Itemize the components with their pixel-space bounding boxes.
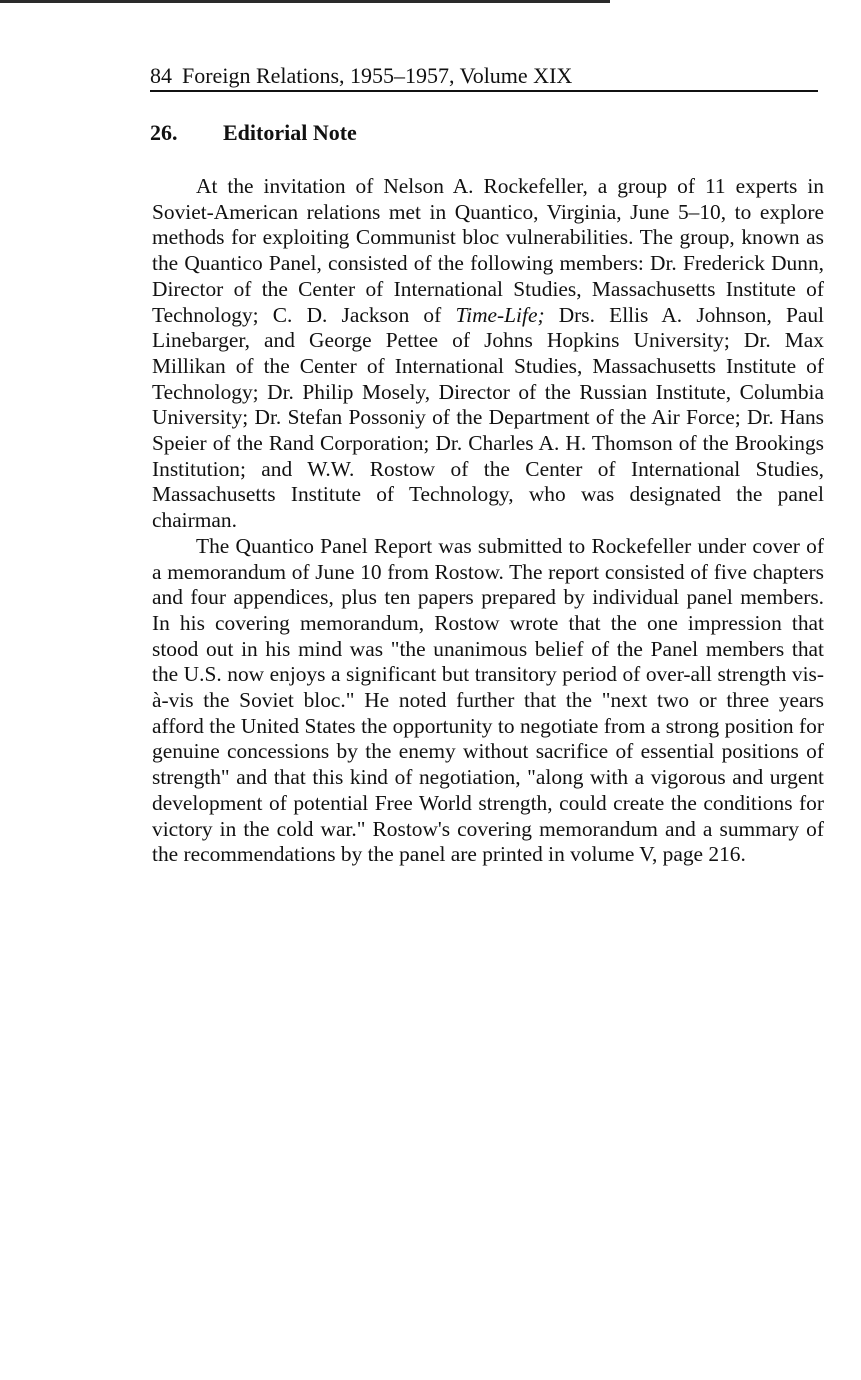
volume-title: Foreign Relations, 1955–1957, Volume XIX	[182, 63, 573, 88]
page-number: 84	[150, 63, 172, 88]
paragraph-1-italic: Time-Life;	[455, 302, 545, 327]
scan-top-edge-rule	[0, 0, 610, 3]
document-heading	[150, 119, 357, 147]
paragraph-1-part-2: Drs. Ellis A. Johnson, Paul Linebarger, and George Pettee of Johns Hopkins University; Dr. Max Millikan of the Center of International Studies, Massachusetts Institute of Technology; Dr. Philip Mosely, Director of the Russian Institute, Columbia University; Dr. Stefan Possoniy of the Department of the Air Force; Dr. Hans Speier of the Rand Corporation; Dr. Charles A. H. Thomson of the Brookings Institution; and W.W. Rostow of the Center of International Studies, Massachusetts Institute of Technology, who was designated the panel chairman.	[152, 302, 824, 533]
running-head	[150, 62, 818, 92]
paragraph-1	[152, 174, 824, 534]
paragraph-1-part-1: At the invitation of Nelson A. Rockefeller, a group of 11 experts in Soviet-American relations met in Quantico, Virginia, June 5–10, to explore methods for exploiting Communist bloc vulnerabilities. The group, known as the Quantico Panel, consisted of the following members: Dr. Frederick Dunn, Director of the Center of International Studies, Massachusetts Institute of Technology; C. D. Jackson of	[152, 174, 824, 327]
body-text	[152, 174, 824, 868]
document-number: 26.	[150, 120, 178, 145]
paragraph-2: The Quantico Panel Report was submitted to Rockefeller under cover of a memorandum of June 10 from Rostow. The report consisted of five chapters and four appendices, plus ten papers prepared by individual panel members. In his covering memorandum, Rostow wrote that the one impression that stood out in his mind was "the unanimous belief of the Panel members that the U.S. now enjoys a significant but transitory period of over-all strength vis-à-vis the Soviet bloc." He noted further that the "next two or three years afford the United States the opportunity to negotiate from a strong position for genuine concessions by the enemy without sacrifice of essential positions of strength" and that this kind of negotiation, "along with a vigorous and urgent development of potential Free World strength, could create the conditions for victory in the cold war." Rostow's covering memorandum and a summary of the recommendations by the panel are printed in volume V, page 216.	[152, 533, 824, 867]
document-title: Editorial Note	[223, 120, 357, 145]
